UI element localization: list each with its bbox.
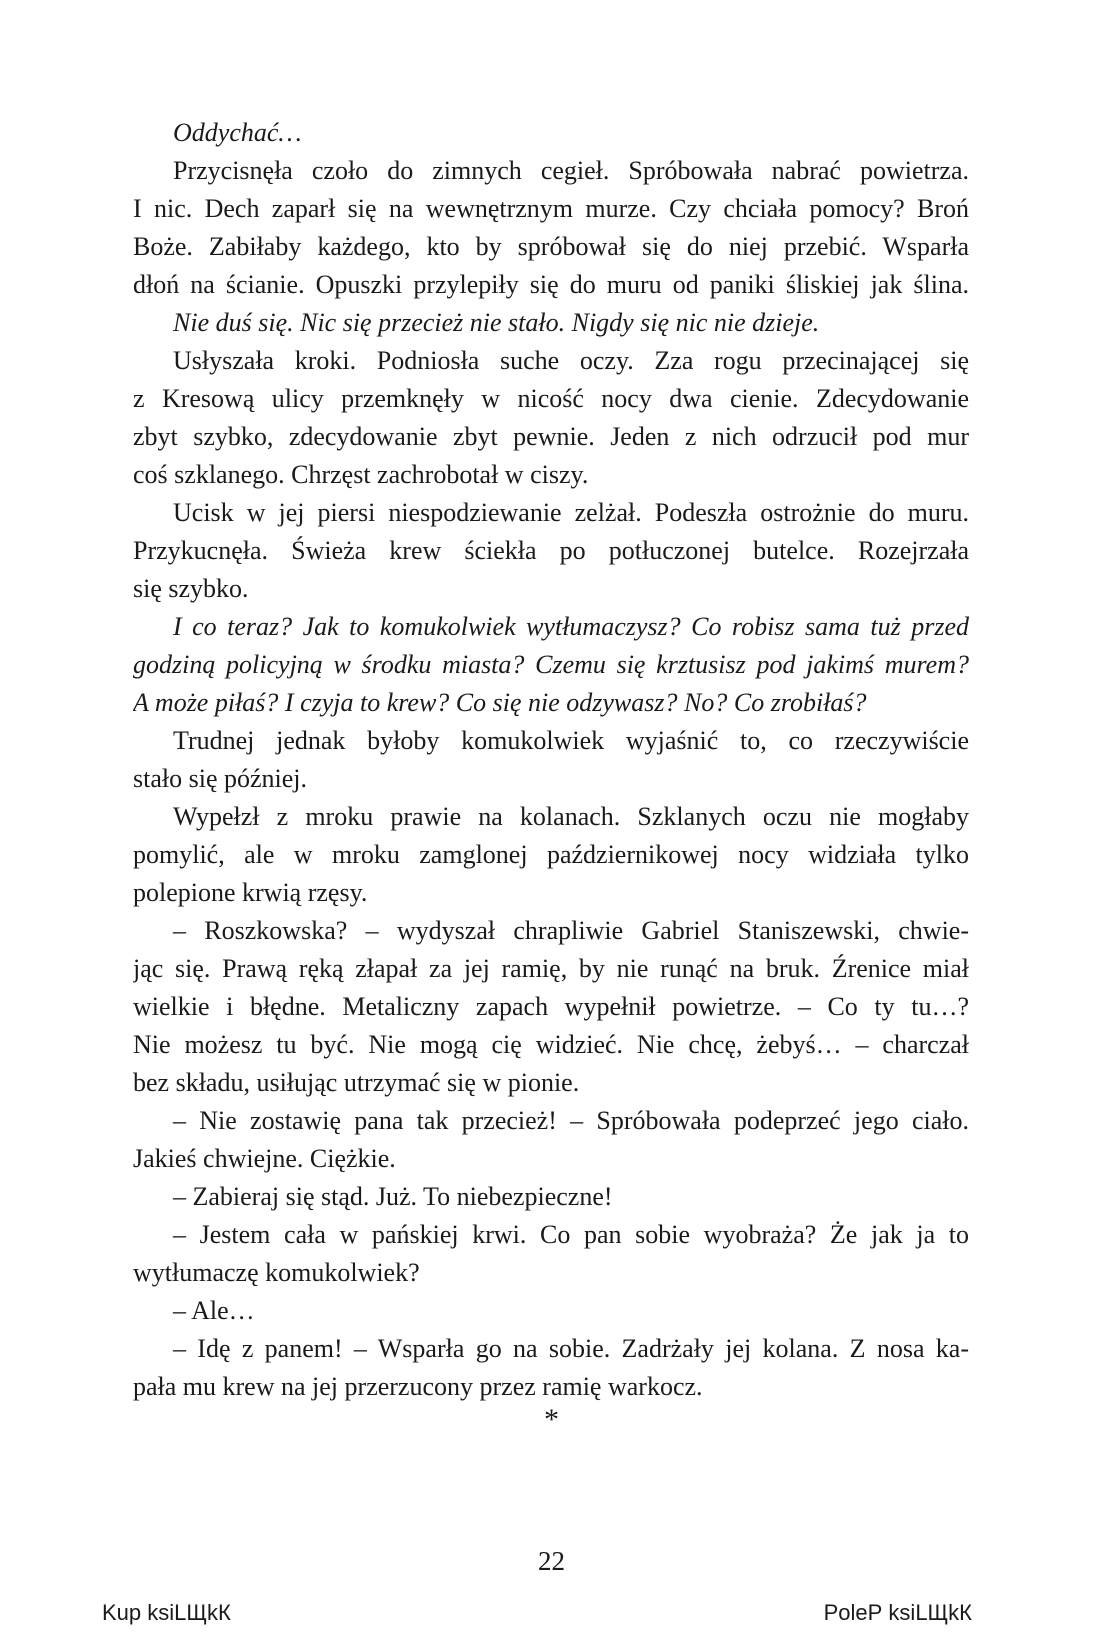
- text-line: – Roszkowska? – wydyszał chrapliwie Gabriel Staniszewski, chwie-: [173, 916, 969, 945]
- text-line: I nic. Dech zaparł się na wewnętrznym murze. Czy chciała pomocy? Broń: [133, 194, 969, 223]
- text-line: Ucisk w jej piersi niespodziewanie zelżał. Podeszła ostrożnie do muru.: [173, 498, 969, 527]
- text-line: godziną policyjną w środku miasta? Czemu się krztusisz pod jakimś murem?: [133, 650, 969, 679]
- text-line: I co teraz? Jak to komukolwiek wytłumaczysz? Co robisz sama tuż przed: [173, 612, 969, 641]
- rate-book-link[interactable]: PoleР ksiLЩkК: [823, 1600, 972, 1625]
- text-line: dłoń na ścianie. Opuszki przylepiły się do muru od paniki śliskiej jak ślina.: [133, 270, 969, 299]
- text-line: coś szklanego. Chrzęst zachrobotał w ciszy.: [133, 460, 589, 489]
- section-separator: *: [544, 1403, 559, 1436]
- text-line: Nie możesz tu być. Nie mogą cię widzieć. Nie chcę, żebyś… – charczał: [133, 1030, 969, 1059]
- text-line: – Zabieraj się stąd. Już. To niebezpieczne!: [173, 1182, 613, 1211]
- page-number: 22: [538, 1546, 565, 1576]
- text-line: pała mu krew na jej przerzucony przez ramię warkocz.: [133, 1372, 703, 1401]
- buy-book-link[interactable]: Kup ksiLЩkК: [102, 1600, 231, 1625]
- text-line: Wypełzł z mroku prawie na kolanach. Szklanych oczu nie mogłaby: [173, 802, 969, 831]
- text-line: – Nie zostawię pana tak przecież! – Spróbowała podeprzeć jego ciało.: [173, 1106, 969, 1135]
- page-text: [133, 114, 969, 1406]
- text-line: Jakieś chwiejne. Ciężkie.: [133, 1144, 396, 1173]
- text-line: – Ale…: [173, 1296, 255, 1325]
- text-line: Usłyszała kroki. Podniosła suche oczy. Zza rogu przecinającej się: [173, 346, 969, 375]
- text-line: wielkie i błędne. Metaliczny zapach wypełnił powietrze. – Co ty tu…?: [133, 992, 969, 1021]
- text-line: polepione krwią rzęsy.: [133, 878, 368, 907]
- text-line: stało się później.: [133, 764, 308, 793]
- text-line: – Idę z panem! – Wsparła go na sobie. Zadrżały jej kolana. Z nosa ka-: [173, 1334, 969, 1363]
- text-line: z Kresową ulicy przemknęły w nicość nocy dwa cienie. Zdecydowanie: [133, 384, 969, 413]
- text-line: się szybko.: [133, 574, 249, 603]
- text-line: A może piłaś? I czyja to krew? Co się nie odzywasz? No? Co zrobiłaś?: [133, 688, 867, 717]
- text-line: bez składu, usiłując utrzymać się w pionie.: [133, 1068, 580, 1097]
- text-line: Przykucnęła. Świeża krew ściekła po potłuczonej butelce. Rozejrzała: [133, 536, 969, 565]
- text-line: Boże. Zabiłaby każdego, kto by spróbował się do niej przebić. Wsparła: [133, 232, 969, 261]
- text-line: pomylić, ale w mroku zamglonej październikowej nocy widziała tylko: [133, 840, 969, 869]
- text-line: Trudnej jednak byłoby komukolwiek wyjaśnić to, co rzeczywiście: [173, 726, 969, 755]
- text-line: zbyt szybko, zdecydowanie zbyt pewnie. Jeden z nich odrzucił pod mur: [133, 422, 969, 451]
- text-line: jąc się. Prawą ręką złapał za jej ramię, by nie runąć na bruk. Źrenice miał: [133, 954, 969, 983]
- text-line: – Jestem cała w pańskiej krwi. Co pan sobie wyobraża? Że jak ja to: [173, 1220, 969, 1249]
- text-line: Nie duś się. Nic się przecież nie stało. Nigdy się nic nie dzieje.: [173, 308, 820, 337]
- text-line: Oddychać…: [173, 118, 302, 147]
- text-line: wytłumaczę komukolwiek?: [133, 1258, 420, 1287]
- text-line: Przycisnęła czoło do zimnych cegieł. Spróbowała nabrać powietrza.: [173, 156, 969, 185]
